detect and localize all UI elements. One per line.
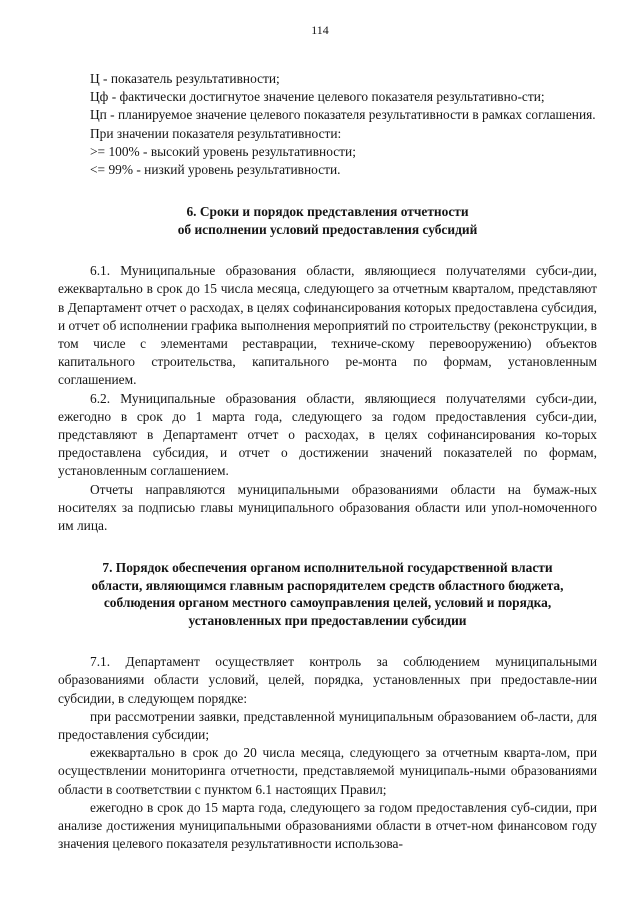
paragraph-7-1-item-yearly: ежегодно в срок до 15 марта года, следующего за годом предоставления суб-сидии, при анализе достижения муниципальными образованиями области в отчет-ном финансовом году значения целевого показателя результативности использова- [58,799,597,852]
formula-legend [58,70,597,179]
paragraph-6-2: 6.2. Муниципальные образования области, являющиеся получателями субси-дии, ежегодно в срок до 1 марта года, следующего за годом предоставления субси-дии, представляют в Департамент отчет о расходах, в целях софинансирования ко-торых предоставлена субсидия, и отчет о достижении значений показателей по формам, установленным соглашением. [58,390,597,479]
paragraph-7-1: 7.1. Департамент осуществляет контроль за соблюдением муниципальными образованиями области условий, целей, порядка, установленных при предоставле-нии субсидии, в следующем порядке: [58,654,597,706]
legend-line-cp: Цп - планируемое значение целевого показателя результативности в рамках соглашения. [90,107,596,123]
paragraph-7-1-item-quarterly: ежеквартально в срок до 20 числа месяца, следующего за отчетным кварта-лом, при осуществлении мониторинга отчетности, представляемой муниципаль-ными образованиями области в соответствии с пунктом 6.1 настоящих Правил; [58,745,597,797]
page-content [58,70,597,854]
paragraph-6-1: 6.1. Муниципальные образования области, являющиеся получателями субси-дии, ежеквартально в срок до 15 числа месяца, следующего за отчетным кварталом, представляют в Департамент отчет о расходах, в целях софинансирования которых предоставлена субсидия, и отчет об исполнении графика выполнения мероприятий по строительству (реконструкции, в том числе с элементами реставрации, техниче-скому перевооружению) объектов капитального строительства, капитального ре-монта по формам, установленным соглашением. [58,263,597,388]
section-6-body [58,262,597,535]
section-7-heading-line: области, являющимся главным распорядителем средств областного бюджета, [91,577,564,593]
section-7-heading-line: установленных при предоставлении субсидии [188,612,467,628]
section-7-body [58,653,597,853]
legend-line-low: <= 99% - низкий уровень результативности. [90,162,341,178]
section-7-heading [58,559,597,629]
paragraph-reports: Отчеты направляются муниципальными образованиями области на бумаж-ных носителях за подписью главы муниципального образования области или упол-номоченного им лица. [58,481,597,534]
paragraph-7-1-item-application: при рассмотрении заявки, представленной муниципальным образованием об-ласти, для предоставления субсидии; [58,708,597,743]
legend-line-intro: При значении показателя результативности: [90,125,342,141]
section-7-heading-line: соблюдения органом местного самоуправления целей, условий и порядка, [103,595,552,611]
page-number: 114 [311,23,329,37]
section-7-heading-line: 7. Порядок обеспечения органом исполнительной государственной власти [102,560,553,576]
section-6-heading [58,203,597,238]
section-6-heading-line: об исполнении условий предоставления субсидий [177,221,478,237]
legend-line-c: Ц - показатель результативности; [90,71,280,86]
section-6-heading-line: 6. Сроки и порядок представления отчетности [186,204,469,220]
legend-line-high: >= 100% - высокий уровень результативности; [90,143,356,159]
legend-line-cf: Цф - фактически достигнутое значение целевого показателя результативно-сти; [90,89,545,105]
